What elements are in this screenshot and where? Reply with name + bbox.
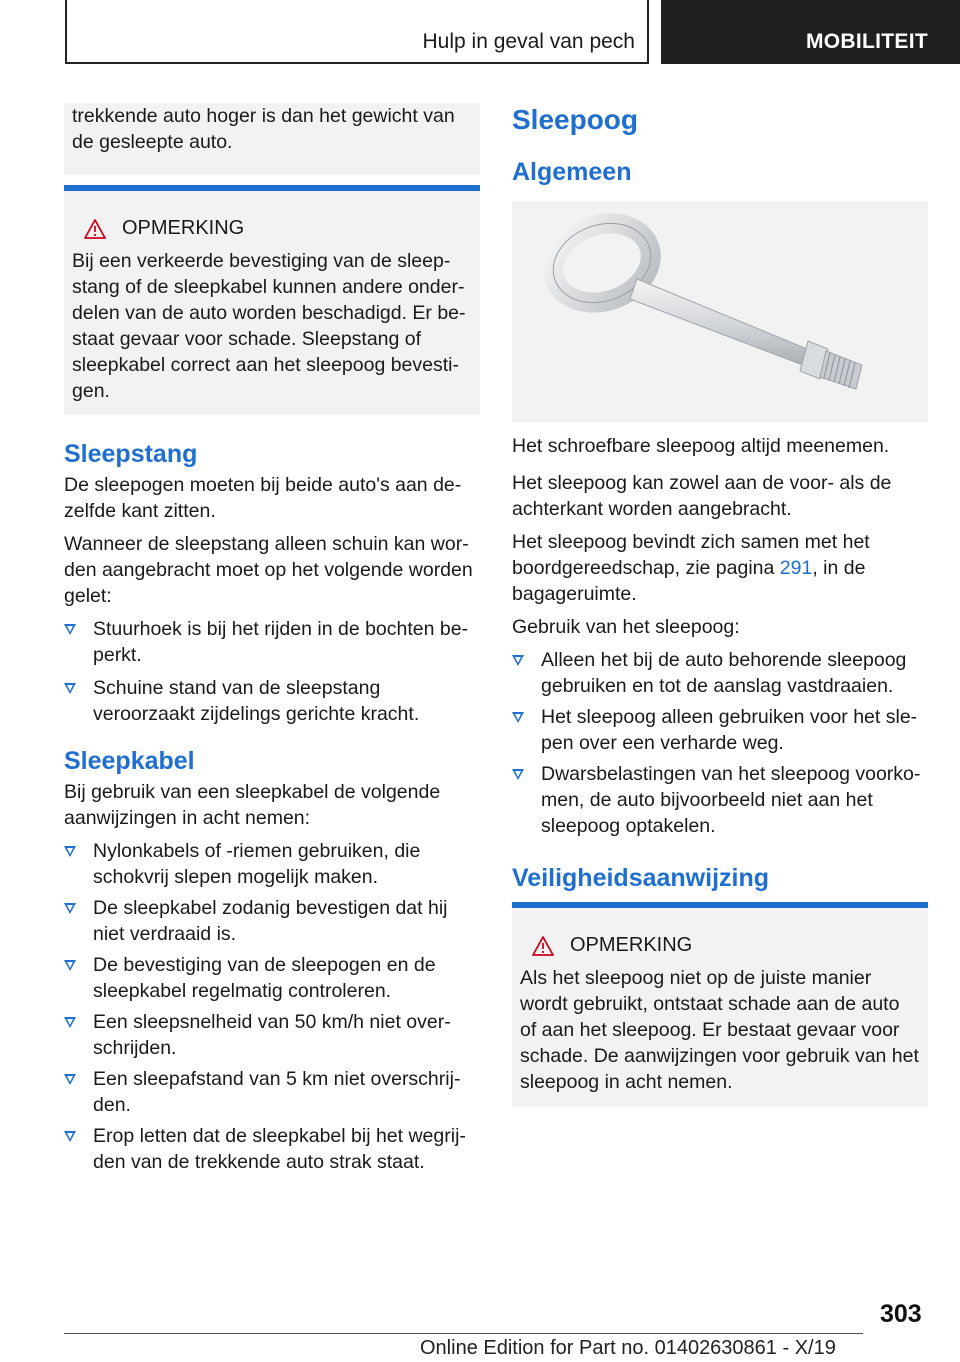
- header-section-title: Hulp in geval van pech: [422, 30, 635, 53]
- list-item: Schuine stand van de sleepstang veroorzaakt zijdelings gerichte kracht.: [64, 675, 480, 727]
- safety-heading: Veiligheidsaanwijzing: [512, 864, 770, 892]
- list-item: Een sleepsnelheid van 50 km/h niet overschrijden.: [64, 1009, 480, 1061]
- note-header: [520, 934, 920, 957]
- bullet-triangle-icon: [512, 712, 524, 723]
- list-item: Een sleepafstand van 5 km niet overschrijden.: [64, 1066, 480, 1118]
- note-header: [72, 217, 472, 240]
- note-box-right: [512, 902, 928, 1107]
- bullet-triangle-icon: [64, 1074, 76, 1085]
- list-item: Stuurhoek is bij het rijden in de bochten beperkt.: [64, 616, 480, 668]
- header-section-tab: [65, 0, 649, 64]
- sleepkabel-section: [64, 747, 480, 1175]
- bullet-triangle-icon: [64, 683, 76, 694]
- sleepstang-p2: Wanneer de sleepstang alleen schuin kan worden aangebracht moet op het volgende worden gelet:: [64, 533, 473, 607]
- footer-edition: Online Edition for Part no. 01402630861 - X/19: [420, 1337, 836, 1359]
- warning-icon: [84, 219, 106, 239]
- warning-icon: [532, 936, 554, 956]
- continuation-box: [64, 103, 480, 175]
- sleepoog-list: [512, 647, 928, 839]
- sleepstang-list: [64, 616, 480, 727]
- bullet-triangle-icon: [64, 624, 76, 635]
- sleepstang-p1: De sleepogen moeten bij beide auto's aan dezelfde kant zitten.: [64, 474, 462, 522]
- page-reference-link[interactable]: 291: [779, 557, 813, 579]
- list-item: Alleen het bij de auto behorende sleepoog gebruiken en tot de aanslag vastdraaien.: [512, 647, 928, 699]
- tow-eye-illustration: [512, 201, 928, 422]
- algemeen-body: [512, 433, 928, 839]
- sleepstang-section: [64, 440, 480, 727]
- note-text: Als het sleepoog niet op de juiste manier wordt gebruikt, ontstaat schade aan de auto of aan het sleepoog. Er bestaat gevaar voor schade. De aanwijzingen voor gebruik van het sleepoog in acht nemen.: [520, 967, 919, 1093]
- footer-divider: [64, 1333, 863, 1334]
- list-item: Nylonkabels of -riemen gebruiken, die schokvrij slepen mogelijk maken.: [64, 838, 480, 890]
- algemeen-p3: Gebruik van het sleepoog:: [512, 616, 740, 638]
- sleepstang-heading: Sleepstang: [64, 440, 198, 468]
- note-title: OPMERKING: [122, 217, 245, 239]
- sleepkabel-list: [64, 838, 480, 1175]
- header-chapter-tab: [661, 0, 960, 64]
- list-item: De bevestiging van de sleepogen en de sleepkabel regelmatig controleren.: [64, 952, 480, 1004]
- bullet-triangle-icon: [64, 960, 76, 971]
- bullet-triangle-icon: [512, 655, 524, 666]
- page-title: Sleepoog: [512, 104, 639, 135]
- bullet-triangle-icon: [64, 903, 76, 914]
- sleepkabel-heading: Sleepkabel: [64, 747, 195, 775]
- bullet-triangle-icon: [64, 846, 76, 857]
- list-item: De sleepkabel zodanig bevestigen dat hij niet verdraaid is.: [64, 895, 480, 947]
- tow-eye-image: [512, 201, 928, 422]
- note-text: Bij een verkeerde bevestiging van de sleepstang of de sleepkabel kunnen andere onderdelen van de auto worden beschadigd. Er bestaat gevaar voor schade. Sleepstang of sleepkabel correct aan het sleepoog bevestigen.: [72, 250, 466, 402]
- sleepkabel-p1: Bij gebruik van een sleepkabel de volgende aanwijzingen in acht nemen:: [64, 781, 441, 829]
- algemeen-p1: Het sleepoog kan zowel aan de voor- als de achterkant worden aangebracht.: [512, 472, 892, 520]
- algemeen-p2: Het sleepoog bevindt zich samen met het boordgereedschap, zie pagina 291, in de bagageruimte.: [512, 531, 870, 605]
- header-chapter-title: MOBILITEIT: [806, 30, 928, 53]
- list-item: Dwarsbelastingen van het sleepoog voorkomen, de auto bijvoorbeeld niet aan het sleepoog optakelen.: [512, 761, 928, 839]
- bullet-triangle-icon: [64, 1017, 76, 1028]
- list-item: Het sleepoog alleen gebruiken voor het slepen over een verharde weg.: [512, 704, 928, 756]
- note-title: OPMERKING: [570, 934, 693, 956]
- subtitle-algemeen: Algemeen: [512, 158, 632, 186]
- list-item: Erop letten dat de sleepkabel bij het wegrijden van de trekkende auto strak staat.: [64, 1123, 480, 1175]
- bullet-triangle-icon: [64, 1131, 76, 1142]
- page-number: 303: [880, 1300, 922, 1328]
- note-box-left: [64, 185, 480, 415]
- bullet-triangle-icon: [512, 769, 524, 780]
- continuation-text: trekkende auto hoger is dan het gewicht van de gesleepte auto.: [72, 105, 455, 153]
- image-caption: Het schroefbare sleepoog altijd meenemen.: [512, 435, 890, 457]
